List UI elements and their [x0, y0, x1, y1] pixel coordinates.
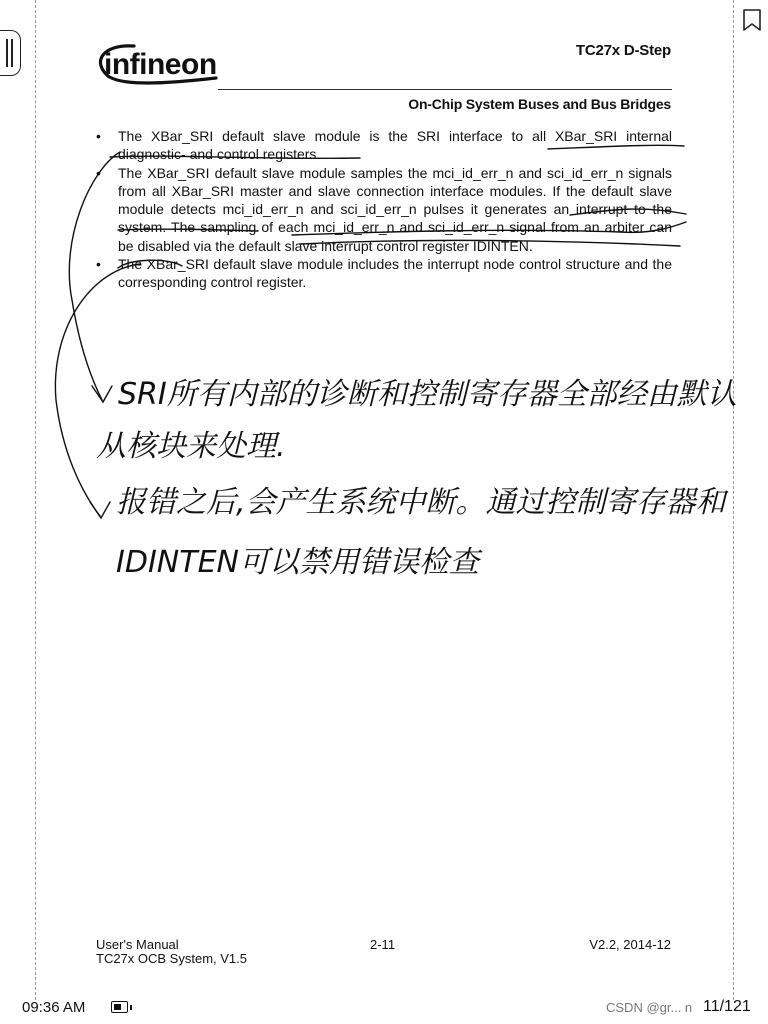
status-bar: [0, 996, 768, 1024]
doc-title: TC27x D-Step: [575, 42, 671, 59]
footer-manual-label: User's Manual: [96, 937, 179, 952]
footer-system-label: TC27x OCB System, V1.5: [96, 951, 247, 966]
clock: 09:36 AM: [22, 999, 86, 1016]
underline-sampling: [292, 222, 686, 235]
footer-page-number: 2-11: [370, 937, 396, 952]
strike-diagnostic: [110, 156, 360, 158]
underline-generates: [570, 209, 686, 215]
strike-interrupt: [118, 229, 258, 231]
bullet-item: • The XBar_SRI default slave module is the SRI interface to all XBar_SRI internal diagnostic- and control registers.: [96, 127, 672, 164]
watermark: CSDN @gr... n: [606, 1000, 693, 1015]
page-counter[interactable]: 11/121: [703, 998, 751, 1015]
handwritten-note-2-line-2: IDINTEN可以禁用错误检查: [116, 545, 479, 580]
bullet-item: • The XBar_SRI default slave module includes the interrupt node control structure and the corresponding control register.: [96, 255, 672, 292]
handwritten-note-1-line-2: 从核块来处理.: [96, 429, 286, 464]
arrow-one-curve: [69, 152, 120, 400]
handwritten-note-1-line-1: SRI所有内部的诊断和控制寄存器全部经由默认: [118, 377, 737, 412]
section-title: On-Chip System Buses and Bus Bridges: [408, 96, 671, 112]
footer-version: V2.2, 2014-12: [589, 937, 671, 952]
arrow-two-head: [90, 502, 110, 518]
underline-internal: [548, 145, 684, 149]
handwritten-note-2-line-1: 报错之后,会产生系统中断。通过控制寄存器和: [116, 485, 726, 520]
bullet-item: • The XBar_SRI default slave module samples the mci_id_err_n and sci_id_err_n signals from all XBar_SRI master and slave connection interface modules. If the default slave module detects mci_id_err_n and sci_id_err_n pulses it generates an interrupt to the system. The sampling of each mci_id_err_n and sci_id_err_n signal from an arbiter can be disabled via the default slave interrupt control register IDINTEN.: [96, 164, 672, 255]
strike-register: [300, 240, 680, 246]
logo-text: infineon: [104, 48, 217, 81]
arrow-one-head: [92, 386, 112, 402]
battery-icon: [111, 1001, 128, 1013]
